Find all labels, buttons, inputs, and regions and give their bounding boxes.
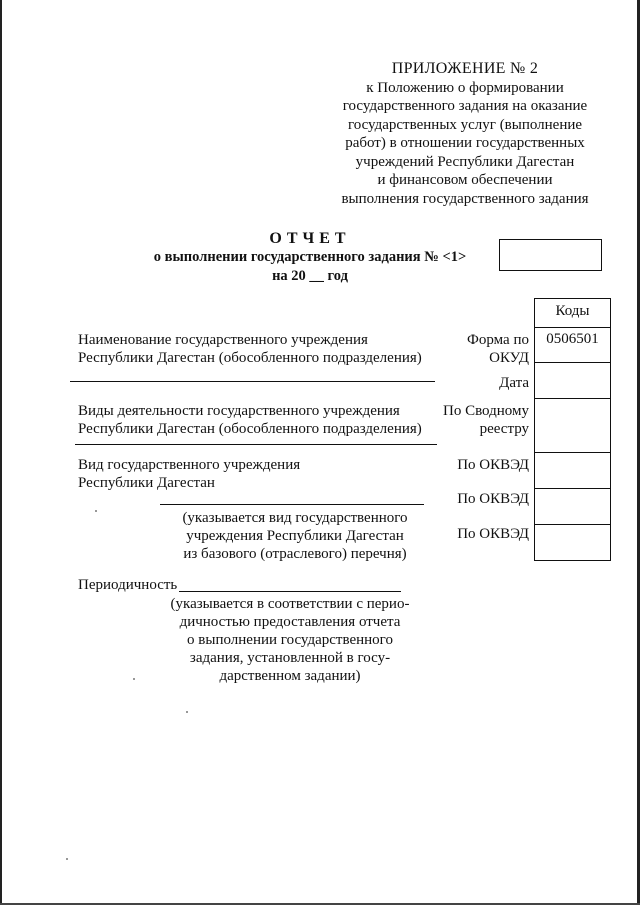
registry-label-line: реестру	[479, 421, 529, 437]
scan-speck	[66, 858, 68, 860]
appendix-line: выполнения государственного задания	[341, 190, 589, 207]
institution-name-line: Республики Дагестан (обособленного подразделения)	[78, 350, 422, 366]
institution-type-field[interactable]	[160, 504, 424, 505]
date-label: Дата	[499, 375, 529, 391]
periodicity-hint	[160, 595, 420, 685]
scan-speck	[133, 678, 135, 680]
report-subtitle: о выполнении государственного задания № <1>	[153, 249, 467, 265]
okved-code-cell-3[interactable]	[535, 525, 611, 561]
codes-table	[534, 298, 611, 561]
report-title: ОТЧЕТ	[269, 230, 351, 247]
institution-name-label	[78, 331, 422, 367]
periodicity-hint-line: (указывается в соответствии с перио-	[170, 596, 410, 612]
scan-speck	[186, 711, 188, 713]
type-hint	[165, 509, 425, 563]
periodicity-hint-line: задания, установленной в госу-	[189, 650, 391, 666]
appendix-line: к Положению о формировании	[366, 79, 564, 96]
activities-line: Виды деятельности государственного учреждения	[78, 403, 400, 419]
appendix-line: и финансовом обеспечении	[377, 172, 553, 188]
appendix-line: работ) в отношении государственных	[345, 135, 585, 151]
appendix-line: государственных услуг (выполнение	[347, 116, 583, 133]
appendix-block	[300, 60, 630, 208]
type-hint-line: учреждения Республики Дагестан	[186, 528, 404, 544]
type-hint-line: (указывается вид государственного	[182, 510, 408, 526]
registry-code-cell[interactable]	[535, 399, 611, 453]
periodicity-hint-line: дичностью предоставления отчета	[179, 614, 401, 630]
okved-label-1: По ОКВЭД	[457, 457, 529, 473]
registry-label	[420, 402, 529, 438]
activities-field[interactable]	[75, 444, 437, 445]
okud-code-cell[interactable]: 0506501	[535, 328, 611, 363]
registry-label-line: По Сводному	[442, 403, 529, 419]
appendix-title: ПРИЛОЖЕНИЕ № 2	[391, 60, 539, 77]
institution-type-line: Республики Дагестан	[78, 475, 215, 491]
okved-label-3: По ОКВЭД	[457, 526, 529, 542]
okved-label-2: По ОКВЭД	[457, 491, 529, 507]
activities-label	[78, 402, 422, 438]
okved-code-cell-2[interactable]	[535, 489, 611, 525]
type-hint-line: из базового (отраслевого) перечня)	[183, 546, 407, 562]
activities-line: Республики Дагестан (обособленного подразделения)	[78, 421, 422, 437]
periodicity-hint-line: дарственном задании)	[219, 668, 361, 684]
date-code-cell[interactable]	[535, 363, 611, 399]
institution-type-label	[78, 456, 300, 492]
report-year: на 20 __ год	[272, 268, 348, 284]
appendix-line: государственного задания на оказание	[342, 98, 588, 114]
okud-label-line: Форма по	[467, 332, 529, 348]
scan-speck	[95, 510, 97, 512]
institution-name-line: Наименование государственного учреждения	[78, 332, 368, 348]
institution-type-line: Вид государственного учреждения	[78, 457, 301, 473]
appendix-line: учреждений Республики Дагестан	[355, 153, 575, 170]
okved-code-cell-1[interactable]	[535, 453, 611, 489]
periodicity-hint-line: о выполнении государственного	[187, 632, 393, 648]
periodicity-label: Периодичность	[78, 577, 178, 593]
codes-header: Коды	[535, 299, 611, 328]
periodicity-field[interactable]	[179, 591, 401, 592]
okud-label-line: ОКУД	[489, 350, 529, 366]
report-number-box[interactable]	[499, 239, 602, 271]
page-edge-left	[0, 0, 2, 905]
institution-name-field[interactable]	[70, 381, 435, 382]
okud-label	[440, 331, 529, 367]
